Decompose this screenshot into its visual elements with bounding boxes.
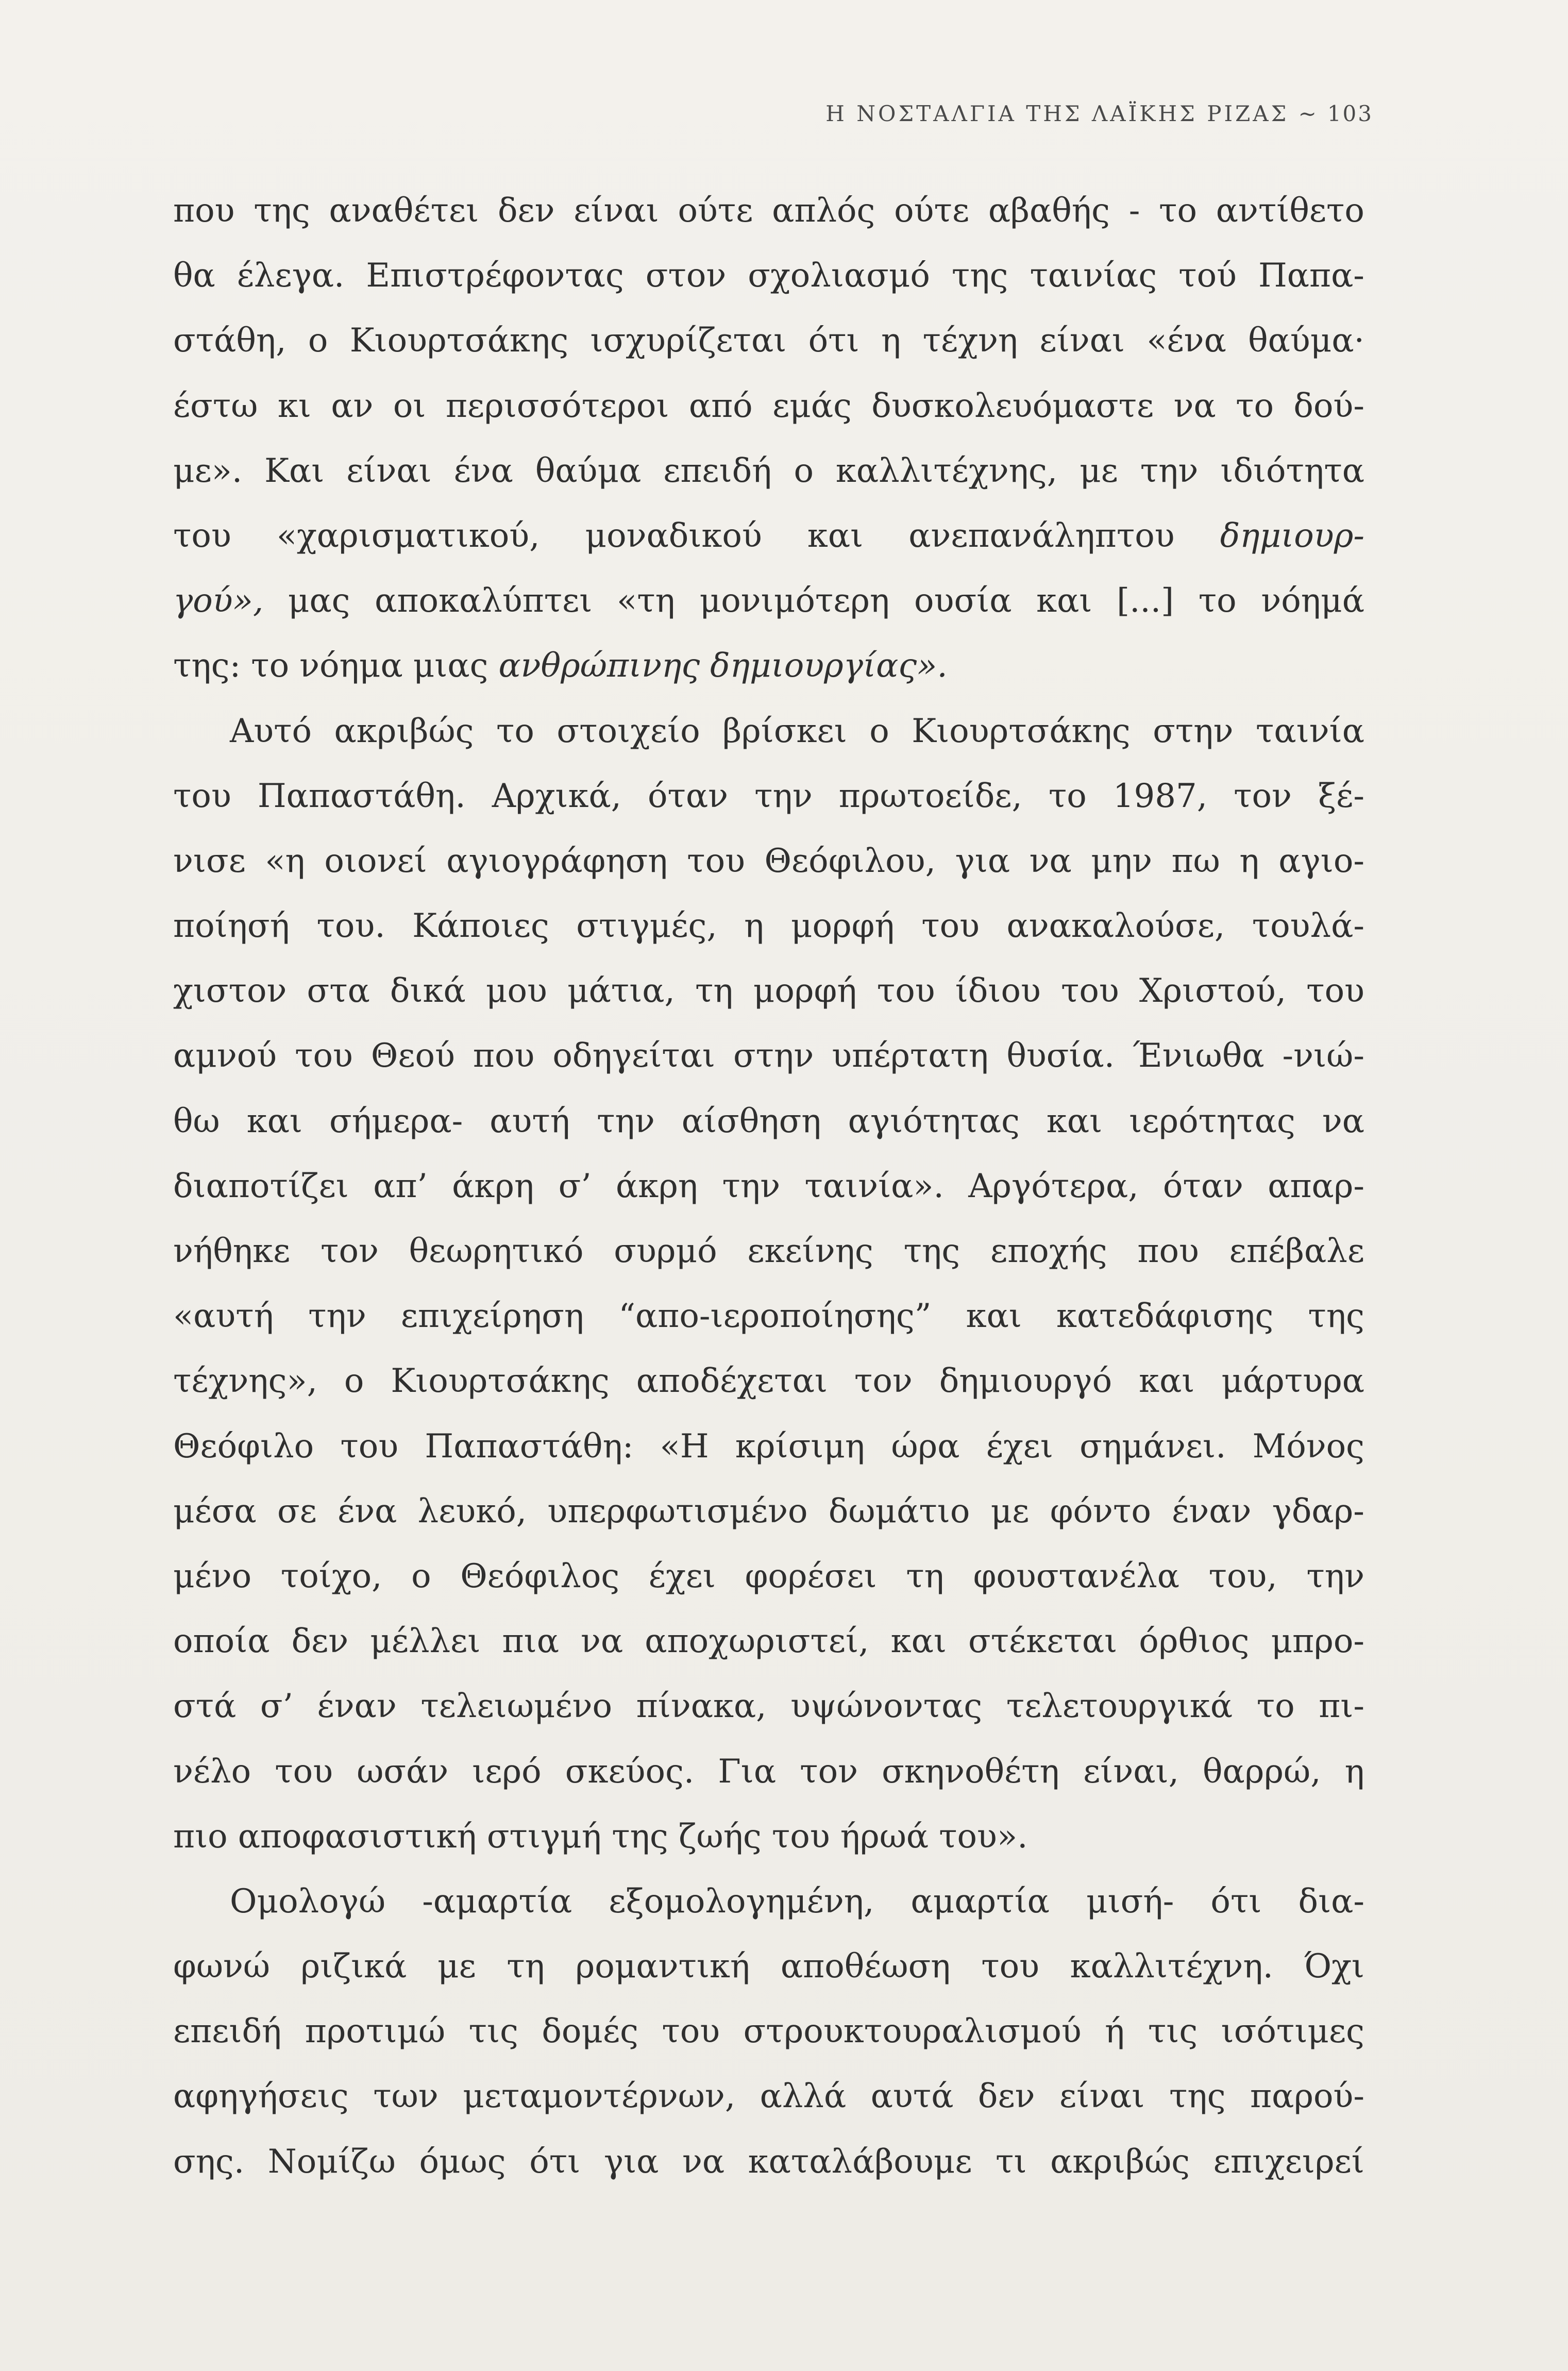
text-line: νέλο του ωσάν ιερό σκεύος. Για τον σκηνοθέτη είναι, θαρρώ, η — [173, 1752, 1364, 1791]
text-line: νήθηκε τον θεωρητικό συρμό εκείνης της εποχής που επέβαλε — [173, 1232, 1364, 1270]
text-line: ποίησή του. Κάποιες στιγμές, η μορφή του ανακαλούσε, τουλά- — [173, 907, 1364, 946]
text-line: θα έλεγα. Επιστρέφοντας στον σχολιασμό της ταινίας τού Παπα- — [173, 257, 1364, 295]
running-title: Η ΝΟΣΤΑΛΓΙΑ ΤΗΣ ΛΑΪΚΗΣ ΡΙΖΑΣ ~ — [825, 101, 1319, 126]
text-line: που της αναθέτει δεν είναι ούτε απλός ούτε αβαθής - το αντίθετο — [173, 192, 1364, 230]
text-line: τέχνης», ο Κιουρτσάκης αποδέχεται τον δημιουργό και μάρτυρα — [173, 1362, 1364, 1401]
text-line: στά σ’ έναν τελειωμένο πίνακα, υψώνοντας τελετουργικά το πι- — [173, 1687, 1364, 1726]
text-line: Θεόφιλο του Παπαστάθη: «Η κρίσιμη ώρα έχει σημάνει. Μόνος — [173, 1427, 1364, 1466]
body-text — [173, 178, 1364, 2194]
text-line: της: το νόημα μιας ανθρώπινης δημιουργίας». — [173, 647, 948, 685]
text-line: οποία δεν μέλλει πια να αποχωριστεί, και στέκεται όρθιος μπρο- — [173, 1622, 1364, 1661]
text-line: σης. Νομίζω όμως ότι για να καταλάβουμε τι ακριβώς επιχειρεί — [173, 2142, 1364, 2181]
text-line: διαποτίζει απ’ άκρη σ’ άκρη την ταινία». Αργότερα, όταν απαρ- — [173, 1167, 1364, 1205]
text-line: Αυτό ακριβώς το στοιχείο βρίσκει ο Κιουρτσάκης στην ταινία — [230, 712, 1364, 750]
text-line: γού», μας αποκαλύπτει «τη μονιμότερη ουσία και [...] το νόημά — [173, 582, 1364, 620]
text-line: με». Και είναι ένα θαύμα επειδή ο καλλιτέχνης, με την ιδιότητα — [173, 451, 1364, 490]
text-line: μέσα σε ένα λευκό, υπερφωτισμένο δωμάτιο με φόντο έναν γδαρ- — [173, 1492, 1364, 1531]
text-line: αφηγήσεις των μεταμοντέρνων, αλλά αυτά δεν είναι της παρού- — [173, 2077, 1364, 2116]
text-line: του Παπαστάθη. Αρχικά, όταν την πρωτοείδε, το 1987, τον ξέ- — [173, 777, 1364, 815]
text-line: πιο αποφασιστική στιγμή της ζωής του ήρωά του». — [173, 1817, 1028, 1856]
text-line: έστω κι αν οι περισσότεροι από εμάς δυσκολευόμαστε να το δού- — [173, 386, 1364, 425]
page-number: 103 — [1327, 101, 1373, 126]
text-line: νισε «η οιονεί αγιογράφηση του Θεόφιλου, για να μην πω η αγιο- — [173, 842, 1364, 880]
text-line: χιστον στα δικά μου μάτια, τη μορφή του ίδιου του Χριστού, του — [173, 972, 1364, 1011]
text-line: θω και σήμερα- αυτή την αίσθηση αγιότητας και ιερότητας να — [173, 1102, 1364, 1140]
text-line: «αυτή την επιχείρηση “απο-ιεροποίησης” και κατεδάφισης της — [173, 1297, 1364, 1336]
text-line: του «χαρισματικού, μοναδικού και ανεπανάληπτου δημιουρ- — [173, 516, 1364, 555]
text-line: αμνού του Θεού που οδηγείται στην υπέρτατη θυσία. Ένιωθα -νιώ- — [173, 1037, 1364, 1075]
text-line: Ομολογώ -αμαρτία εξομολογημένη, αμαρτία μισή- ότι δια- — [230, 1882, 1364, 1921]
text-line: επειδή προτιμώ τις δομές του στρουκτουραλισμού ή τις ισότιμες — [173, 2012, 1364, 2051]
text-line: μένο τοίχο, ο Θεόφιλος έχει φορέσει τη φουστανέλα του, την — [173, 1557, 1364, 1595]
text-line: φωνώ ριζικά με τη ρομαντική αποθέωση του καλλιτέχνη. Όχι — [173, 1947, 1364, 1986]
text-line: στάθη, ο Κιουρτσάκης ισχυρίζεται ότι η τέχνη είναι «ένα θαύμα· — [173, 322, 1364, 360]
running-header — [825, 101, 1373, 126]
